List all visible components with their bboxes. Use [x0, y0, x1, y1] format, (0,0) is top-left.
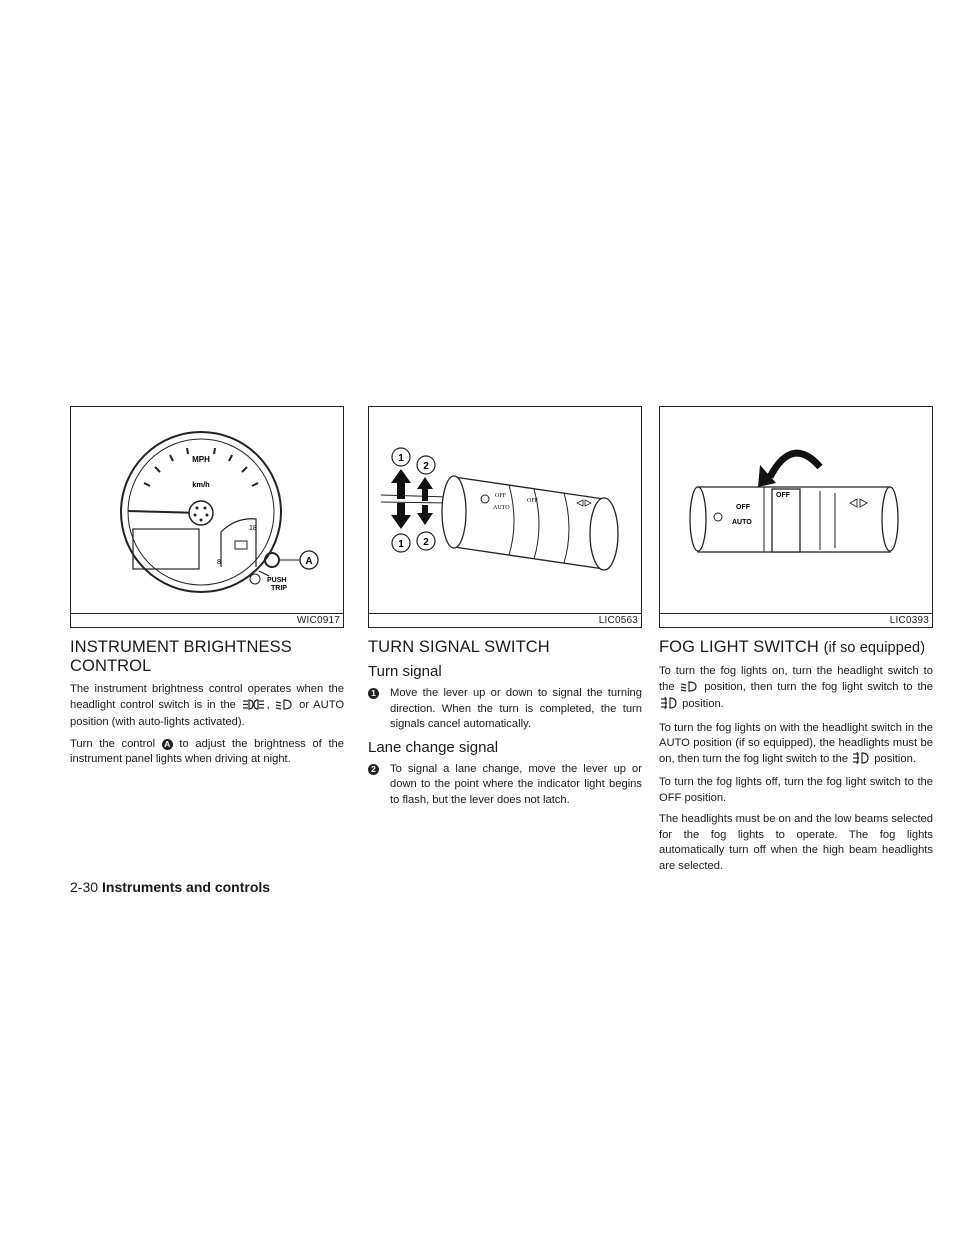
heading-qualifier: (if so equipped): [823, 640, 926, 656]
lever-auto-label: AUTO: [493, 505, 510, 511]
lever-off-label-2: OFF: [527, 498, 539, 504]
fog-light-icon: [661, 697, 677, 715]
fog-light-icon: [853, 752, 869, 770]
subheading-turn-signal: Turn signal: [368, 663, 442, 680]
text: The instrument brightness control operates when the headlight control switch is in the: [70, 683, 344, 711]
paragraph-fog-4: The headlights must be on and the low beams selected for the fog lights to operate. The fog lights automatically turn off when the high beam headlights are selected.: [659, 813, 933, 872]
callout-a: A: [305, 556, 313, 567]
figure-caption-rule: [71, 613, 343, 614]
parking-lights-icon: [243, 699, 265, 716]
trip-label: TRIP: [271, 585, 287, 592]
page-number: 2-30: [70, 879, 99, 895]
figure-fog-light-switch: [659, 406, 933, 628]
callout-2-top: 2: [423, 461, 429, 472]
text: position.: [682, 698, 724, 710]
heading-fog-light-switch: [659, 638, 933, 658]
push-label: PUSH: [267, 577, 287, 584]
text-comma: ,: [266, 698, 270, 711]
figure-caption-rule: [660, 613, 932, 614]
heading-instrument-brightness: [70, 638, 344, 676]
heading-line-1: INSTRUMENT BRIGHTNESS: [70, 638, 292, 656]
text: To turn the fog lights on with the headlight switch in the AUTO position (if so equipped), the headlights must be on, then turn the fog light switch to the: [659, 721, 933, 765]
callout-1-top: 1: [398, 453, 404, 464]
text: Turn the control: [70, 737, 156, 750]
headlight-icon: [276, 699, 292, 716]
text: To turn the fog lights on, turn the headlight switch to the: [659, 665, 933, 693]
speedometer-illustration: [71, 407, 343, 627]
page-footer: [70, 879, 270, 895]
step-text: Move the lever up or down to signal the turning direction. When the turn is completed, the turn signals cancel automatically.: [390, 687, 642, 730]
gauge-kmh-label: km/h: [192, 480, 210, 489]
paragraph-fog-1: [659, 664, 933, 715]
step-marker-2: 2: [368, 764, 379, 775]
column-instrument-brightness: [70, 406, 344, 774]
text: or AUTO position (with auto-lights activated).: [70, 698, 345, 728]
text: position.: [874, 752, 916, 765]
paragraph-brightness-2: [70, 737, 344, 768]
lever-off-label-1: OFF: [495, 493, 507, 499]
fog-off-label-1: OFF: [736, 504, 750, 511]
subheading-lane-change: Lane change signal: [368, 738, 499, 756]
heading-line-2: CONTROL: [70, 657, 152, 675]
headlight-icon: [681, 681, 697, 698]
turn-signal-illustration: [369, 407, 641, 627]
paragraph-fog-3: To turn the fog lights off, turn the fog light switch to the OFF position.: [659, 776, 933, 804]
text: position, then turn the fog light switch to the: [704, 680, 933, 693]
figure-code: LIC0393: [889, 615, 929, 626]
paragraph-fog-2: [659, 721, 933, 770]
figure-speedometer: [70, 406, 344, 628]
column-fog-light: [659, 406, 933, 880]
figure-code: LIC0563: [598, 615, 638, 626]
figure-caption-rule: [369, 613, 641, 614]
figure-turn-signal-lever: [368, 406, 642, 628]
gauge-mph-label: MPH: [192, 455, 210, 464]
heading-turn-signal-switch: TURN SIGNAL SWITCH: [368, 638, 550, 656]
fog-auto-label: AUTO: [732, 519, 752, 526]
text: to adjust the brightness of the instrument panel lights when driving at night.: [70, 737, 344, 765]
marker-a: A: [162, 739, 173, 750]
paragraph-brightness-1: [70, 682, 344, 731]
step-marker-1: 1: [368, 688, 379, 699]
step-text: To signal a lane change, move the lever up or down to the point where the indicator light begins to flash, but the lever does not latch.: [390, 762, 642, 806]
heading-main: FOG LIGHT SWITCH: [659, 638, 819, 656]
column-turn-signal: [368, 406, 642, 814]
figure-code: WIC0917: [296, 615, 340, 626]
step-lane-change: [368, 762, 642, 809]
fog-off-label-2: OFF: [776, 492, 790, 499]
gauge-8-label: 8: [217, 559, 221, 566]
step-turn-signal: [368, 686, 642, 733]
fog-switch-illustration: [660, 407, 932, 627]
callout-1-bottom: 1: [398, 539, 404, 550]
callout-2-bottom: 2: [423, 537, 429, 548]
section-title: Instruments and controls: [102, 879, 271, 895]
gauge-18-label: 18: [249, 525, 257, 532]
